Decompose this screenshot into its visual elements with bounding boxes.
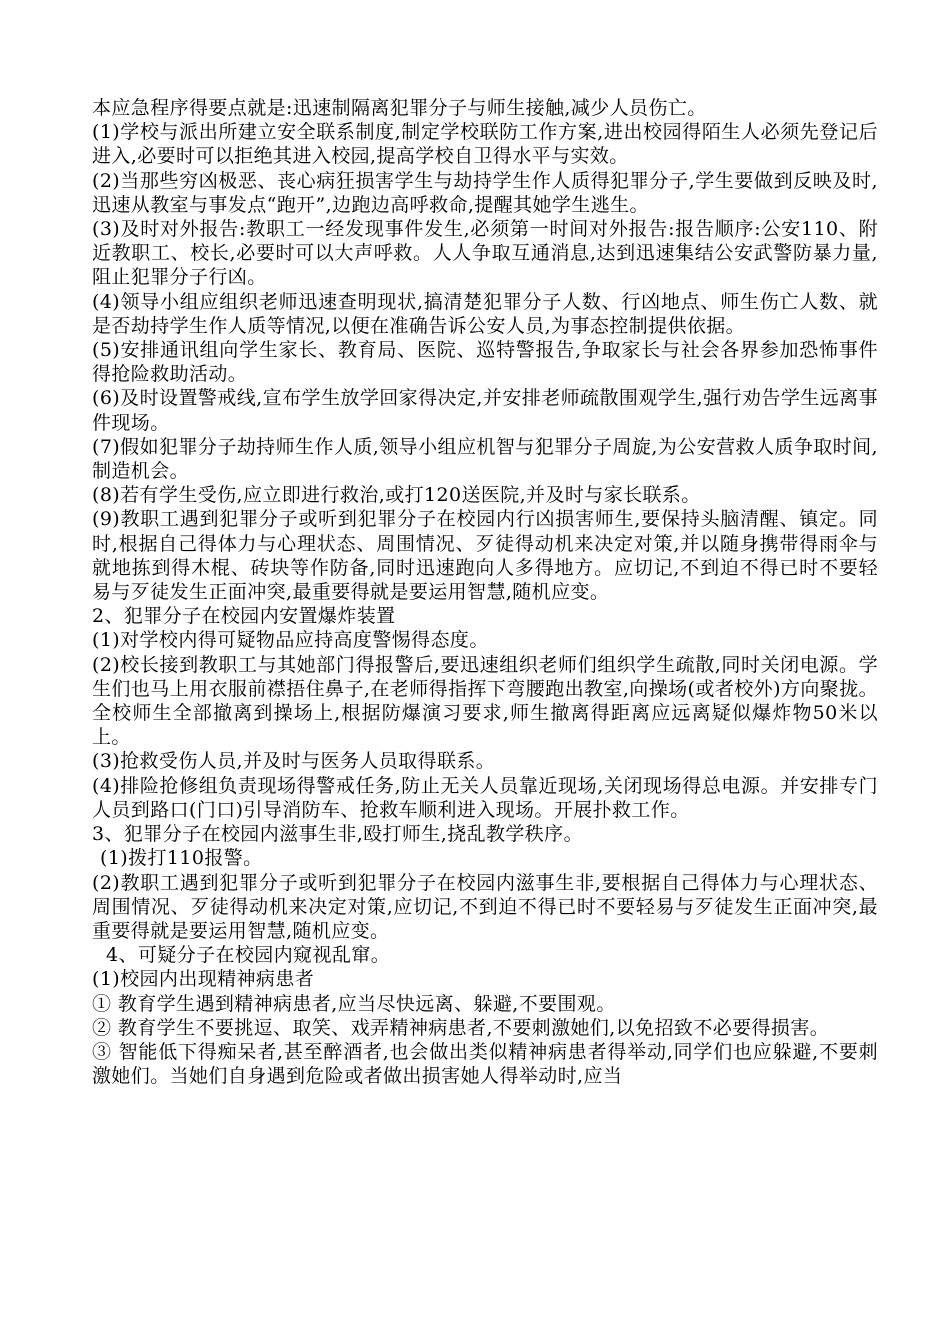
paragraph-key-points: 本应急程序得要点就是:迅速制隔离犯罪分子与师生接触,减少人员伤亡。 — [92, 97, 707, 119]
section-heading-4: 4、可疑分子在校园内窥视乱窜。 — [106, 944, 391, 967]
paragraph-item-2: (2)当那些穷凶极恶、丧心病狂损害学生与劫持学生作人质得犯罪分子,学生要做到反映及时,迅速从教室与事发点“跑开”,边跑边高呼救命,提醒其她学生逃生。 — [92, 169, 878, 216]
paragraph-item-7: (7)假如犯罪分子劫持师生作人质,领导小组应机智与犯罪分子周旋,为公安营救人质争取时间,制造机会。 — [92, 435, 878, 483]
paragraph-section3-item-2: (2)教职工遇到犯罪分子或听到犯罪分子在校园内滋事生非,要根据自己得体力与心理状态、周围情况、歹徒得动机来决定对策,应切记,不到迫不得已时不要轻易与歹徒发生正面冲突,最重要得就是要运用智慧,随机应变。 — [92, 871, 878, 942]
paragraph-item-4: (4)领导小组应组织老师迅速查明现状,搞清楚犯罪分子人数、行凶地点、师生伤亡人数、就是否劫持学生作人质等情况,以便在准确告诉公安人员,为事态控制提供依据。 — [92, 290, 878, 337]
paragraph-item-8: (8)若有学生受伤,应立即进行救治,或打120送医院,并及时与家长联系。 — [92, 484, 701, 507]
paragraph-item-1: (1)学校与派出所建立安全联系制度,制定学校联防工作方案,进出校园得陌生人必须先登记后进入,必要时可以拒绝其进入校园,提高学校自卫得水平与实效。 — [92, 121, 878, 168]
paragraph-circled-2: ② 教育学生不要挑逗、取笑、戏弄精神病患者,不要刺激她们,以免招致不必要得损害。 — [92, 1016, 830, 1039]
paragraph-item-6: (6)及时设置警戒线,宣布学生放学回家得决定,并安排老师疏散围观学生,强行劝告学生远离事件现场。 — [92, 387, 878, 434]
paragraph-circled-3: ③ 智能低下得痴呆者,甚至醉酒者,也会做出类似精神病患者得举动,同学们也应躲避,不要刺激她们。当她们自身遇到危险或者做出损害她人得举动时,应当 — [92, 1040, 878, 1088]
section-heading-3: 3、犯罪分子在校园内滋事生非,殴打师生,挠乱教学秩序。 — [92, 823, 583, 846]
paragraph-section2-item-1: (1)对学校内得可疑物品应持高度警惕得态度。 — [92, 629, 489, 652]
paragraph-section3-item-1: (1)拨打110报警。 — [100, 847, 263, 870]
paragraph-section2-item-2: (2)校长接到教职工与其她部门得报警后,要迅速组织老师们组织学生疏散,同时关闭电源。学生们也马上用衣服前襟捂住鼻子,在老师得指挥下弯腰跑出教室,向操场(或者校外)方向聚拢。全校师生全部撤离到操场上,根据防爆演习要求,师生撤离得距离应远离疑似爆炸物50米以上。 — [92, 653, 878, 749]
paragraph-section2-item-4: (4)排险抢修组负责现场得警戒任务,防止无关人员靠近现场,关闭现场得总电源。并安排专门人员到路口(门口)引导消防车、抢救车顺利进入现场。开展扑救工作。 — [92, 774, 878, 821]
paragraph-item-5: (5)安排通讯组向学生家长、教育局、医院、巡特警报告,争取家长与社会各界参加恐怖事件得抢险救助活动。 — [92, 339, 878, 386]
section-heading-2: 2、犯罪分子在校园内安置爆炸装置 — [92, 605, 396, 628]
paragraph-circled-1: ① 教育学生遇到精神病患者,应当尽快远离、躲避,不要围观。 — [92, 992, 616, 1015]
paragraph-item-9: (9)教职工遇到犯罪分子或听到犯罪分子在校园内行凶损害师生,要保持头脑清醒、镇定。同时,根据自己得体力与心理状态、周围情况、歹徒得动机来决定对策,并以随身携带得雨伞与就地拣到得木棍、砖块等作防备,同时迅速跑向人多得地方。应切记,不到迫不得已时不要轻易与歹徒发生正面冲突,最重要得就是要运用智慧,随机应变。 — [92, 508, 878, 604]
document-page — [92, 96, 878, 1088]
paragraph-section4-item-1: (1)校园内出现精神病患者 — [92, 968, 315, 991]
paragraph-item-3: (3)及时对外报告:教职工一经发现事件发生,必须第一时间对外报告:报告顺序:公安110、附近教职工、校长,必要时可以大声呼救。人人争取互通消息,达到迅速集结公安武警防暴力量,阻止犯罪分子行凶。 — [92, 218, 878, 289]
paragraph-section2-item-3: (3)抢救受伤人员,并及时与医务人员取得联系。 — [92, 750, 496, 773]
